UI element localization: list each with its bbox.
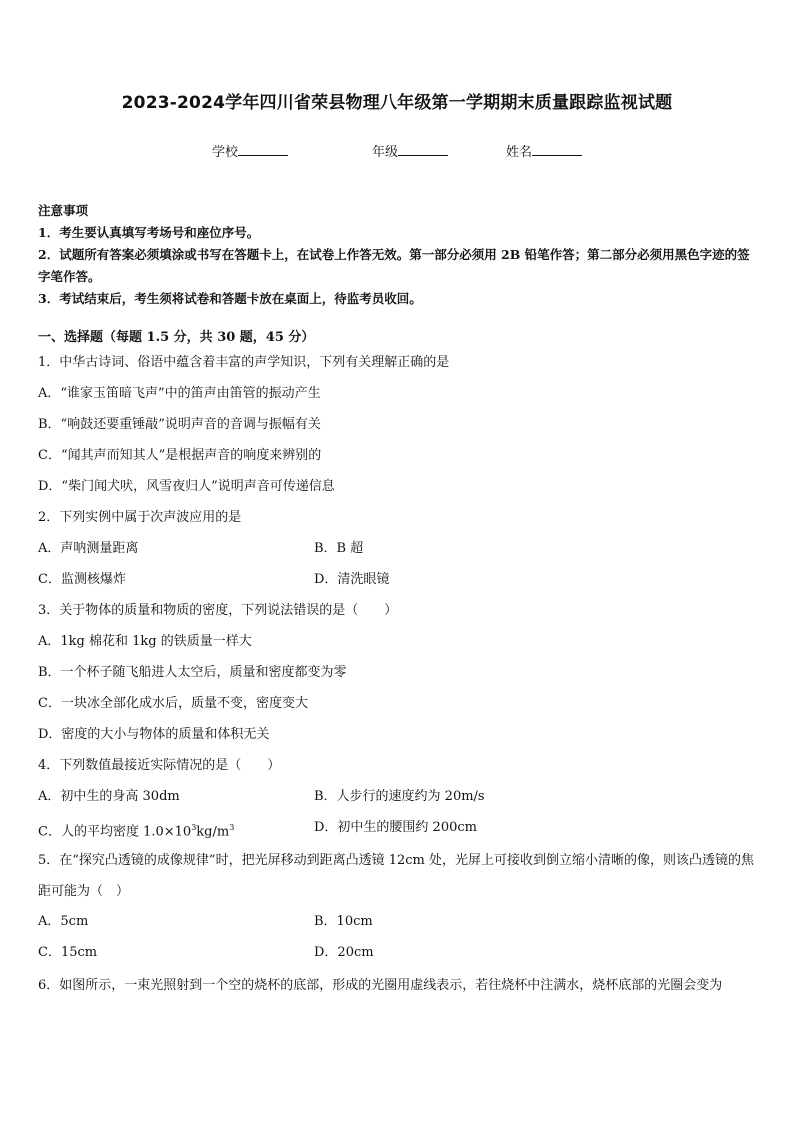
name-field[interactable]: [506, 141, 582, 160]
name-blank[interactable]: [532, 142, 582, 156]
question-3-option-d[interactable]: D．密度的大小与物体的质量和体积无关: [38, 727, 270, 742]
question-1-option-a[interactable]: A．“谁家玉笛暗飞声”中的笛声由笛管的振动产生: [38, 386, 321, 401]
exponent: 3: [229, 823, 235, 832]
question-4-option-a[interactable]: A．初中生的身高 30dm: [38, 789, 180, 804]
school-label: 学校: [212, 145, 239, 160]
school-field[interactable]: [212, 141, 288, 160]
question-2-option-a[interactable]: A．声呐测量距离: [38, 541, 139, 556]
notice-heading: 注意事项: [38, 203, 89, 218]
question-3-option-c[interactable]: C．一块冰全部化成水后，质量不变，密度变大: [38, 696, 308, 711]
grade-label: 年级: [372, 145, 399, 160]
question-1-option-d[interactable]: D．“柴门闻犬吠，风雪夜归人”说明声音可传递信息: [38, 479, 335, 494]
question-1-option-c[interactable]: C．“闻其声而知其人”是根据声音的响度来辨别的: [38, 448, 322, 463]
question-5-stem: 5．在“探究凸透镜的成像规律”时，把光屏移动到距离凸透镜 12cm 处，光屏上可接收到倒立缩小清晰的像，则该凸透镜的焦距可能为（ ）: [38, 853, 754, 899]
exponent: 3: [191, 823, 197, 832]
question-5-option-a[interactable]: A．5cm: [38, 914, 89, 929]
question-3-stem: 3．关于物体的质量和物质的密度，下列说法错误的是（ ）: [38, 603, 398, 618]
question-3-option-b[interactable]: B．一个杯子随飞船进人太空后，质量和密度都变为零: [38, 665, 347, 680]
question-3-option-a[interactable]: A．1kg 棉花和 1kg 的铁质量一样大: [38, 634, 252, 649]
grade-blank[interactable]: [398, 142, 448, 156]
density-unit: kg/m: [196, 824, 230, 840]
question-4-option-b[interactable]: B．人步行的速度约为 20m/s: [314, 789, 485, 804]
question-1-stem: 1．中华古诗词、俗语中蕴含着丰富的声学知识，下列有关理解正确的是: [38, 355, 450, 370]
notice-line: 2．试题所有答案必须填涂或书写在答题卡上，在试卷上作答无效。第一部分必须用 2B 铅笔作答；第二部分必须用黑色字迹的签字笔作答。: [38, 247, 750, 284]
section-heading: 一、选择题（每题 1.5 分，共 30 题，45 分）: [38, 330, 315, 345]
question-1-option-b[interactable]: B．“响鼓还要重锤敲”说明声音的音调与振幅有关: [38, 417, 321, 432]
notice-block: [38, 200, 760, 310]
notice-line: 3．考试结束后，考生须将试卷和答题卡放在桌面上，待监考员收回。: [38, 291, 422, 306]
question-5-option-b[interactable]: B．10cm: [314, 914, 373, 929]
question-2-option-d[interactable]: D．清洗眼镜: [314, 572, 390, 587]
school-blank[interactable]: [238, 142, 288, 156]
grade-field[interactable]: [372, 141, 448, 160]
question-2-option-b[interactable]: B．B 超: [314, 541, 364, 556]
question-5-option-c[interactable]: C．15cm: [38, 945, 98, 960]
question-4-option-c-text: C．人的平均密度 1.0×10: [38, 824, 192, 840]
question-2-option-c[interactable]: C．监测核爆炸: [38, 572, 126, 587]
student-info-row: [0, 141, 794, 161]
question-5-option-d[interactable]: D．20cm: [314, 945, 374, 960]
question-4-stem: 4．下列数值最接近实际情况的是（ ）: [38, 758, 281, 773]
question-6-stem: 6．如图所示，一束光照射到一个空的烧杯的底部，形成的光圈用虚线表示，若往烧杯中注满水，烧杯底部的光圈会变为: [38, 978, 723, 993]
question-4-option-d[interactable]: D．初中生的腰围约 200cm: [314, 820, 477, 835]
question-4-option-c[interactable]: [38, 818, 234, 842]
page-title: 2023-2024学年四川省荣县物理八年级第一学期期末质量跟踪监视试题: [121, 93, 673, 113]
notice-line: 1．考生要认真填写考场号和座位序号。: [38, 225, 260, 240]
question-2-stem: 2．下列实例中属于次声波应用的是: [38, 510, 242, 525]
name-label: 姓名: [506, 145, 533, 160]
